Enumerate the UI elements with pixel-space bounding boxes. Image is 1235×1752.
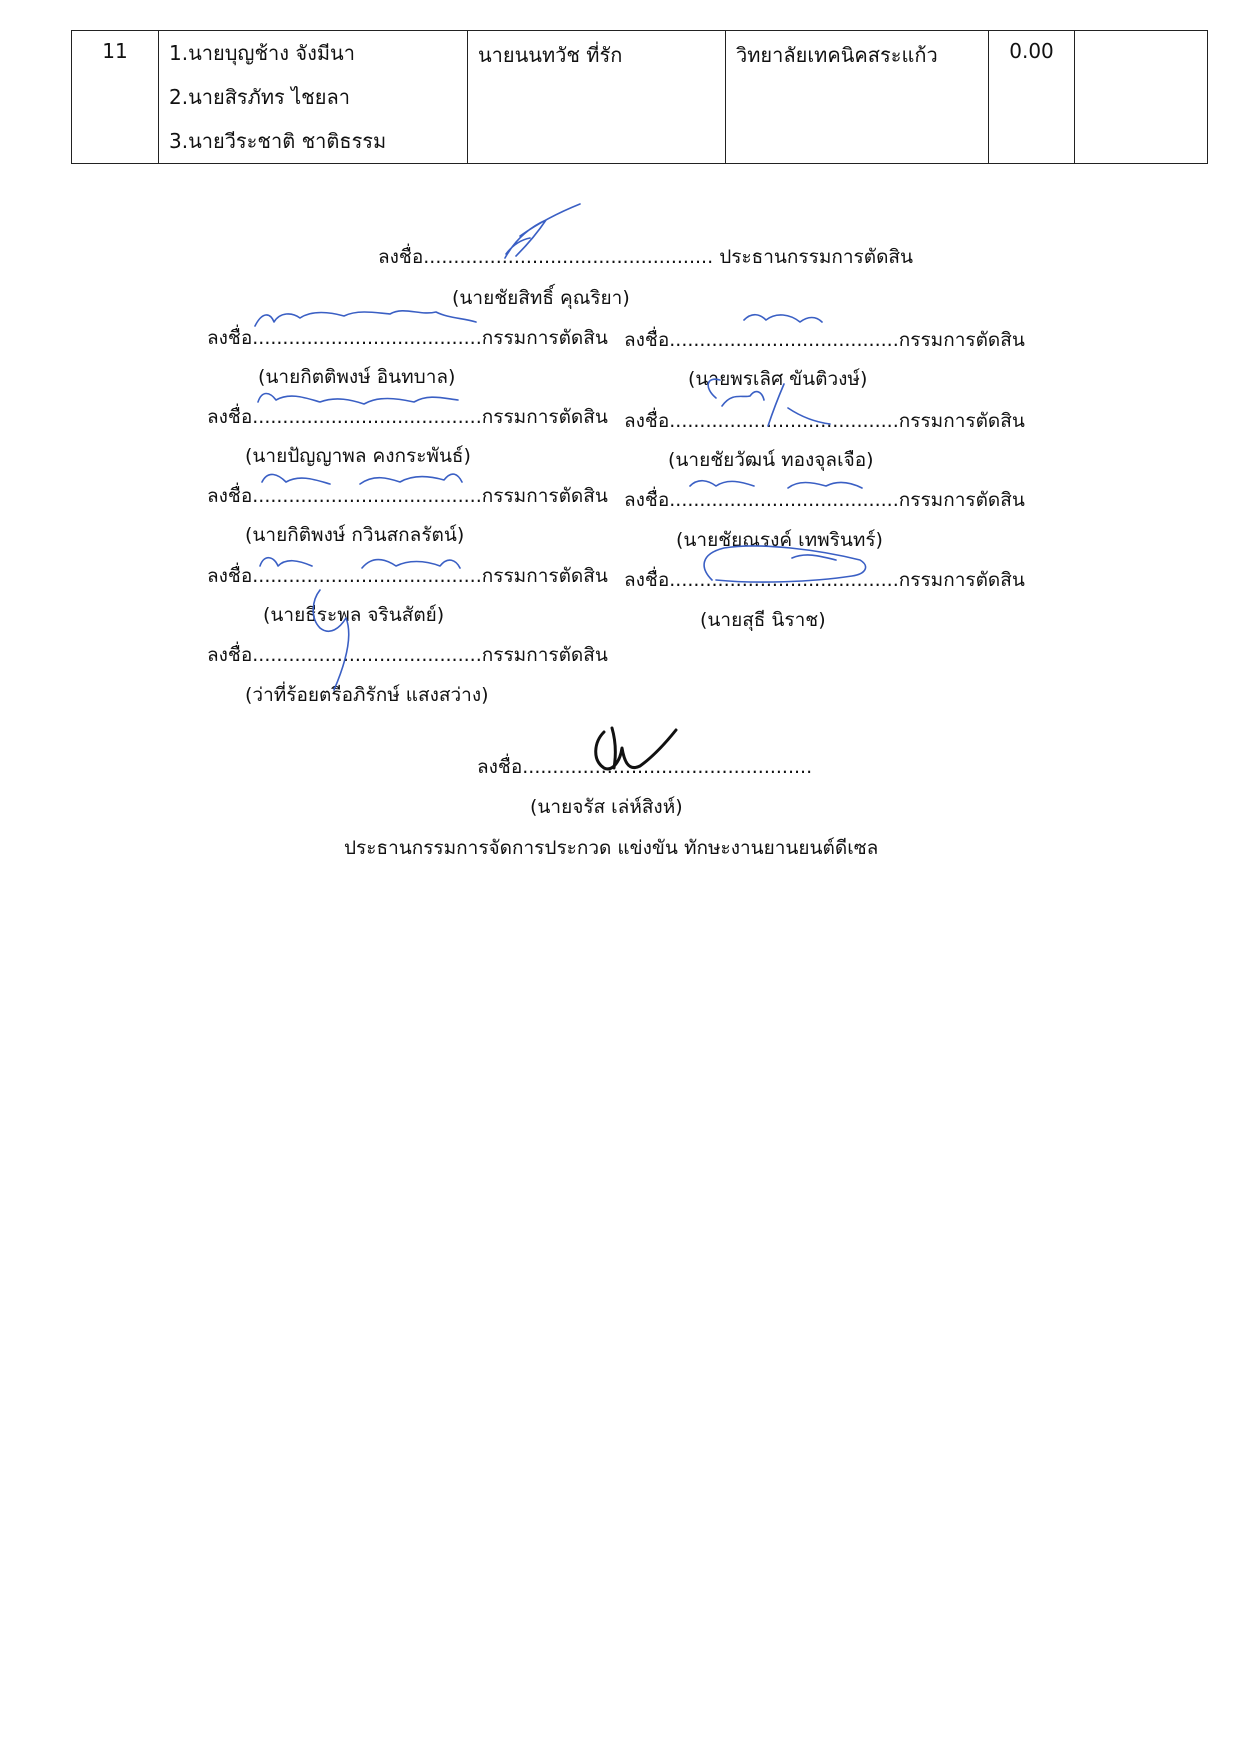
judge-role: กรรมการตัดสิน [898, 489, 1025, 511]
signature-dots: ...................................... [252, 327, 482, 349]
sign-prefix: ลงชื่อ [207, 406, 253, 428]
judge-name: (นายธีระพล จรินสัตย์) [263, 604, 445, 626]
sign-prefix: ลงชื่อ [477, 756, 523, 778]
team-member: 1.นายบุญช้าง จังมีนา [169, 41, 355, 65]
signature-dots: ...................................... [252, 406, 482, 428]
signature-dots: ...................................... [669, 329, 899, 351]
judge-signature-line [207, 640, 608, 670]
sign-prefix: ลงชื่อ [624, 410, 670, 432]
judge-name: (นายชัยวัฒน์ ทองจุลเจือ) [668, 449, 874, 471]
signature-dots: ...................................... [252, 565, 482, 587]
chair-name: (นายชัยสิทธิ์ คุณริยา) [452, 287, 630, 309]
school-cell: วิทยาลัยเทคนิคสระแก้ว [726, 31, 989, 164]
judge-name: (นายพรเลิศ ขันติวงษ์) [688, 368, 868, 390]
sign-prefix: ลงชื่อ [378, 246, 424, 268]
judge-name: (นายปัญญาพล คงกระพันธ์) [245, 445, 471, 467]
sign-prefix: ลงชื่อ [624, 489, 670, 511]
judge-role: กรรมการตัดสิน [481, 327, 608, 349]
judge-signature-line [207, 323, 608, 353]
judge-name: (นายกิตติพงษ์ อินทบาล) [258, 366, 456, 388]
judge-signature-line [624, 565, 1025, 595]
judge-role: กรรมการตัดสิน [481, 644, 608, 666]
judge-name: (ว่าที่ร้อยตรีอภิรักษ์ แสงสว่าง) [245, 684, 489, 706]
judge-signature-line [207, 481, 608, 511]
judge-role: กรรมการตัดสิน [898, 410, 1025, 432]
sign-prefix: ลงชื่อ [207, 327, 253, 349]
judge-name: (นายกิติพงษ์ กวินสกลรัตน์) [245, 524, 465, 546]
judge-signature-scribble [744, 315, 822, 322]
signature-dots: ...................................... [669, 569, 899, 591]
signature-dots: ...................................... [252, 644, 482, 666]
judge-name: (นายชัยณรงค์ เทพรินทร์) [676, 529, 883, 551]
director-title: ประธานกรรมการจัดการประกวด แข่งขัน ทักษะงานยานยนต์ดีเซล [344, 837, 879, 859]
director-name: (นายจรัส เล่ห์สิงห์) [530, 796, 683, 818]
sign-prefix: ลงชื่อ [624, 569, 670, 591]
judge-signature-line [207, 561, 608, 591]
signature-dots: ...................................... [252, 485, 482, 507]
judge-role: กรรมการตัดสิน [481, 485, 608, 507]
judge-role: กรรมการตัดสิน [481, 565, 608, 587]
judge-role: กรรมการตัดสิน [481, 406, 608, 428]
sign-prefix: ลงชื่อ [624, 329, 670, 351]
judge-role: กรรมการตัดสิน [898, 329, 1025, 351]
director-signature-line [477, 752, 812, 782]
judge-signature-line [624, 485, 1025, 515]
table-row [72, 31, 1208, 164]
chair-role: ประธานกรรมการตัดสิน [719, 246, 913, 268]
results-table [71, 30, 1208, 164]
judge-name: (นายสุธี นิราช) [700, 609, 826, 631]
signature-dots: ...................................... [669, 489, 899, 511]
advisor-cell: นายนนทวัช ที่รัก [468, 31, 726, 164]
judge-signature-line [624, 325, 1025, 355]
judge-signature-line [624, 406, 1025, 436]
row-number: 11 [72, 31, 159, 164]
team-members-cell [159, 31, 468, 164]
signature-dots: ................................................ [423, 246, 714, 268]
signature-dots: ................................................ [522, 756, 813, 778]
judge-role: กรรมการตัดสิน [898, 569, 1025, 591]
score-cell: 0.00 [989, 31, 1075, 164]
chair-signature-line [378, 242, 913, 272]
sign-prefix: ลงชื่อ [207, 485, 253, 507]
sign-prefix: ลงชื่อ [207, 644, 253, 666]
sign-prefix: ลงชื่อ [207, 565, 253, 587]
team-member: 3.นายวีระชาติ ชาติธรรม [169, 129, 387, 153]
judge-signature-line [207, 402, 608, 432]
team-member: 2.นายสิรภัทร ไชยลา [169, 85, 350, 109]
remark-cell [1075, 31, 1208, 164]
signature-dots: ...................................... [669, 410, 899, 432]
